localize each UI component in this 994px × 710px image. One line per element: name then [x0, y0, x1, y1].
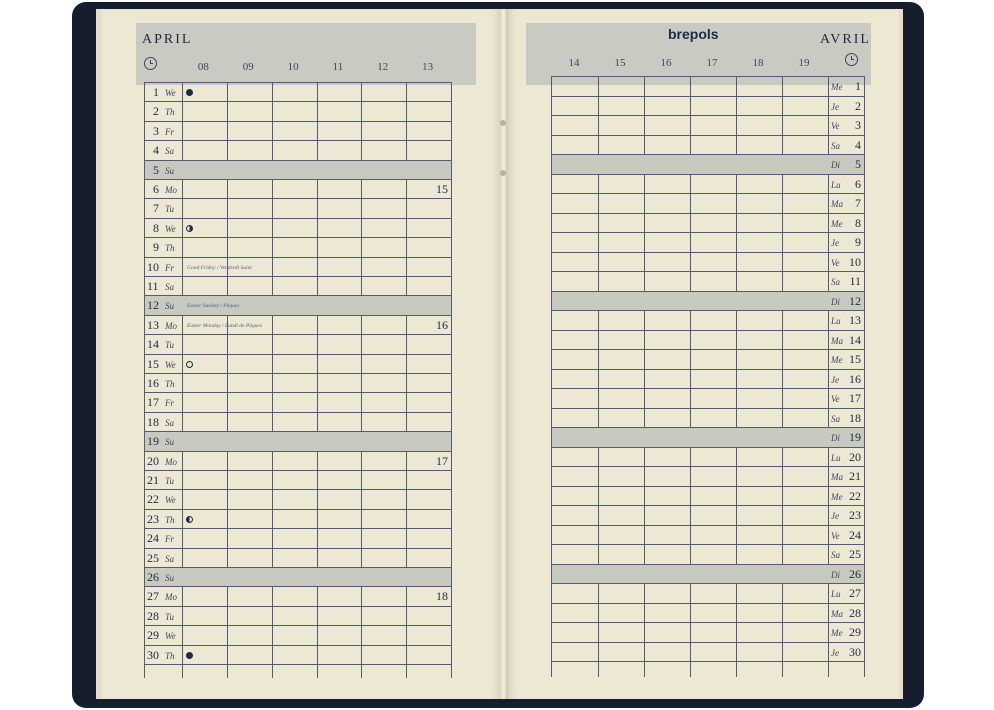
day-number: 24	[147, 531, 159, 546]
day-abbreviation: Di	[831, 296, 840, 307]
day-row	[145, 219, 451, 238]
day-abbreviation: We	[165, 631, 176, 642]
day-row	[552, 565, 864, 585]
day-abbreviation: Tu	[165, 204, 175, 215]
day-number: 29	[147, 628, 159, 643]
day-row	[552, 272, 864, 292]
day-abbreviation: Ve	[831, 530, 840, 541]
day-abbreviation: We	[165, 359, 176, 370]
day-abbreviation: Sa	[831, 413, 840, 424]
day-abbreviation: Fr	[165, 398, 174, 409]
day-abbreviation: Fr	[165, 534, 174, 545]
day-abbreviation: Me	[831, 628, 843, 638]
day-abbreviation: Th	[165, 379, 175, 389]
day-number: 24	[849, 527, 861, 542]
day-row	[145, 180, 451, 199]
day-abbreviation: Ve	[831, 394, 840, 404]
day-abbreviation: Di	[831, 433, 840, 443]
day-abbreviation: Lu	[831, 179, 841, 190]
day-row	[145, 607, 451, 626]
day-row	[145, 393, 451, 412]
day-number: 2	[855, 98, 861, 113]
day-abbreviation: Je	[831, 647, 839, 658]
hour-label: 13	[422, 61, 434, 73]
day-row	[145, 141, 451, 160]
day-row	[145, 374, 451, 393]
day-row	[552, 526, 864, 546]
hour-label: 12	[377, 61, 389, 73]
day-number: 5	[153, 162, 159, 177]
day-number: 15	[147, 356, 159, 371]
day-abbreviation: We	[165, 88, 176, 98]
day-row	[552, 194, 864, 214]
day-abbreviation: Sa	[165, 146, 174, 157]
day-row	[552, 311, 864, 331]
day-number: 30	[849, 644, 861, 659]
day-row	[552, 253, 864, 273]
day-abbreviation: Ma	[831, 472, 843, 482]
day-number: 28	[147, 608, 159, 623]
week-number: 16	[436, 317, 448, 332]
day-number: 25	[147, 550, 159, 565]
day-abbreviation: Lu	[831, 589, 841, 599]
day-abbreviation: Sa	[165, 417, 174, 428]
day-number: 21	[147, 473, 159, 487]
left-page	[102, 9, 502, 699]
day-number: 19	[147, 434, 159, 449]
clock-icon	[144, 57, 157, 70]
week-number: 15	[436, 182, 448, 196]
day-row	[552, 428, 864, 448]
day-number: 19	[849, 430, 861, 444]
day-row	[145, 452, 451, 471]
day-number: 9	[153, 240, 159, 255]
day-abbreviation: Me	[831, 355, 843, 365]
day-number: 23	[147, 511, 159, 526]
day-abbreviation: Me	[831, 218, 843, 229]
day-abbreviation: Mo	[165, 592, 177, 603]
day-number: 27	[849, 586, 861, 600]
day-row	[552, 409, 864, 429]
day-abbreviation: Mo	[165, 185, 177, 195]
day-row	[552, 77, 864, 97]
day-abbreviation: Sa	[831, 140, 840, 151]
day-row	[552, 233, 864, 253]
day-row	[145, 83, 451, 102]
day-row	[145, 316, 451, 335]
day-abbreviation: Lu	[831, 316, 841, 326]
day-number: 23	[849, 508, 861, 522]
day-abbreviation: Mo	[165, 456, 177, 467]
day-row	[552, 97, 864, 117]
day-row	[145, 258, 451, 277]
day-number: 4	[855, 137, 861, 152]
day-number: 14	[849, 332, 861, 347]
day-row	[145, 587, 451, 606]
right-day-grid	[551, 76, 865, 677]
day-abbreviation: Ma	[831, 199, 843, 209]
day-number: 15	[849, 352, 861, 366]
day-abbreviation: Je	[831, 511, 839, 521]
day-row	[552, 214, 864, 234]
day-abbreviation: Fr	[165, 126, 174, 137]
holiday-label: Easter Monday / Lundi de Pâques	[187, 322, 263, 329]
day-number: 3	[153, 123, 159, 138]
day-number: 22	[849, 488, 861, 503]
hour-label: 16	[660, 57, 672, 69]
moon-phase-icon	[186, 361, 193, 368]
day-number: 18	[147, 414, 159, 429]
day-row	[552, 506, 864, 526]
day-number: 29	[849, 625, 861, 639]
day-abbreviation: Me	[831, 491, 843, 502]
day-row	[552, 155, 864, 175]
day-row	[552, 331, 864, 351]
day-number: 25	[849, 547, 861, 561]
day-number: 28	[849, 605, 861, 620]
day-row	[145, 122, 451, 141]
moon-phase-icon	[186, 225, 193, 232]
day-abbreviation: Tu	[165, 611, 175, 622]
day-abbreviation: Sa	[831, 277, 840, 287]
day-number: 2	[153, 104, 159, 119]
hour-label: 11	[332, 61, 344, 73]
day-row	[552, 623, 864, 643]
hour-label: 09	[242, 61, 254, 73]
day-number: 1	[855, 79, 861, 93]
day-row	[145, 238, 451, 257]
day-row	[145, 335, 451, 354]
day-abbreviation: Di	[831, 160, 840, 170]
day-number: 16	[849, 371, 861, 386]
day-number: 8	[153, 220, 159, 235]
right-page	[506, 9, 899, 699]
day-row	[145, 568, 451, 587]
hour-label: 08	[197, 61, 209, 73]
day-abbreviation: Je	[831, 374, 839, 385]
day-row	[145, 471, 451, 490]
day-abbreviation: Je	[831, 238, 839, 248]
holiday-label: Good Friday / Vendredi Saint	[187, 264, 252, 271]
day-number: 22	[147, 492, 159, 507]
day-row	[552, 116, 864, 136]
day-number: 16	[147, 376, 159, 390]
day-number: 13	[147, 317, 159, 332]
day-row	[552, 604, 864, 624]
day-number: 13	[849, 313, 861, 327]
hour-label: 10	[287, 61, 299, 73]
day-number: 12	[849, 293, 861, 308]
day-number: 11	[147, 279, 159, 293]
day-number: 7	[855, 196, 861, 210]
day-row	[552, 389, 864, 409]
day-row	[552, 448, 864, 468]
week-number: 18	[436, 589, 448, 604]
hour-label: 17	[706, 57, 718, 69]
brand-logo: brepols	[668, 26, 719, 42]
day-number: 18	[849, 410, 861, 425]
day-abbreviation: We	[165, 495, 176, 506]
day-abbreviation: Th	[165, 650, 175, 661]
day-row	[145, 413, 451, 432]
day-row	[145, 646, 451, 665]
day-row	[552, 584, 864, 604]
day-abbreviation: Je	[831, 101, 839, 112]
moon-phase-icon	[186, 89, 193, 96]
day-number: 14	[147, 337, 159, 352]
day-abbreviation: Su	[165, 437, 174, 448]
day-row	[552, 467, 864, 487]
day-number: 20	[849, 449, 861, 464]
month-title-fr: AVRIL	[820, 32, 871, 47]
day-abbreviation: Su	[165, 573, 174, 583]
day-abbreviation: Sa	[165, 282, 174, 292]
day-row	[552, 643, 864, 663]
day-number: 9	[855, 235, 861, 249]
day-row	[145, 277, 451, 296]
day-row	[145, 102, 451, 121]
day-number: 7	[153, 201, 159, 216]
clock-icon	[845, 53, 858, 66]
day-number: 4	[153, 143, 159, 158]
day-abbreviation: Th	[165, 243, 175, 254]
day-number: 6	[153, 182, 159, 196]
day-row	[552, 292, 864, 312]
day-number: 26	[849, 566, 861, 581]
day-abbreviation: Ve	[831, 257, 840, 268]
day-number: 1	[153, 85, 159, 99]
day-abbreviation: Th	[165, 107, 175, 118]
day-row	[145, 529, 451, 548]
day-row	[145, 490, 451, 509]
day-number: 30	[147, 647, 159, 662]
day-abbreviation: Th	[165, 514, 175, 525]
day-number: 11	[849, 274, 861, 288]
holiday-label: Easter Sunday / Pâques	[187, 303, 240, 310]
day-abbreviation: Lu	[831, 452, 841, 463]
day-number: 26	[147, 570, 159, 584]
day-number: 5	[855, 157, 861, 171]
day-row	[145, 549, 451, 568]
day-row	[552, 545, 864, 565]
day-row	[552, 350, 864, 370]
day-abbreviation: Fr	[165, 262, 174, 273]
day-abbreviation: Sa	[165, 553, 174, 564]
day-abbreviation: Su	[165, 301, 174, 312]
hour-label: 18	[752, 57, 764, 69]
day-row	[145, 626, 451, 645]
day-row	[145, 199, 451, 218]
day-number: 20	[147, 453, 159, 468]
day-abbreviation: Sa	[831, 550, 840, 560]
day-number: 17	[849, 391, 861, 405]
day-number: 8	[855, 215, 861, 230]
day-row	[145, 510, 451, 529]
day-number: 12	[147, 298, 159, 313]
day-number: 10	[147, 259, 159, 274]
day-row	[552, 370, 864, 390]
day-abbreviation: Mo	[165, 320, 177, 331]
day-number: 17	[147, 395, 159, 410]
hour-label: 19	[798, 57, 810, 69]
day-row	[145, 355, 451, 374]
day-number: 3	[855, 118, 861, 132]
moon-phase-icon	[186, 516, 193, 523]
day-abbreviation: Ma	[831, 335, 843, 346]
day-row	[552, 136, 864, 156]
day-abbreviation: Su	[165, 165, 174, 176]
day-abbreviation: Ma	[831, 608, 843, 619]
day-abbreviation: Di	[831, 569, 840, 580]
day-row	[145, 296, 451, 315]
day-number: 21	[849, 469, 861, 483]
day-row	[145, 432, 451, 451]
day-number: 27	[147, 589, 159, 604]
day-number: 10	[849, 254, 861, 269]
day-row	[552, 175, 864, 195]
hour-label: 15	[614, 57, 626, 69]
day-abbreviation: Tu	[165, 476, 175, 486]
day-abbreviation: Ve	[831, 121, 840, 131]
left-day-grid	[144, 82, 452, 678]
week-number: 17	[436, 453, 448, 468]
day-row	[552, 487, 864, 507]
month-title-en: APRIL	[142, 32, 193, 47]
day-abbreviation: Tu	[165, 340, 175, 351]
day-abbreviation: Me	[831, 82, 843, 92]
day-row	[145, 161, 451, 180]
hour-label: 14	[568, 57, 580, 69]
day-abbreviation: We	[165, 223, 176, 234]
moon-phase-icon	[186, 652, 193, 659]
day-number: 6	[855, 176, 861, 191]
